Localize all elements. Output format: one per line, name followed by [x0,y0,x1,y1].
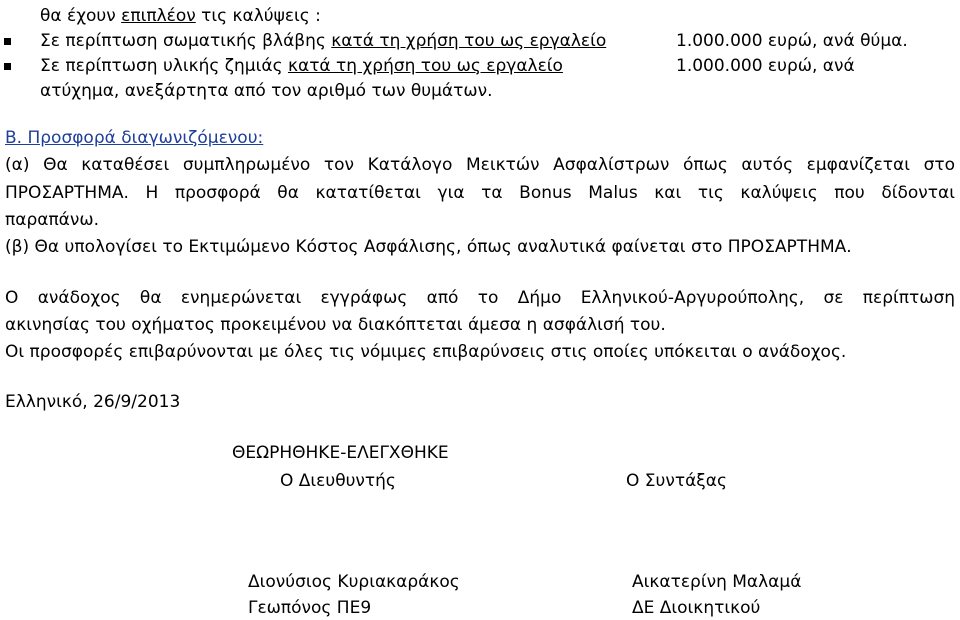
approval-heading: ΘΕΩΡΗΘΗΚΕ-ΕΛΕΓΧΘΗΚΕ [232,443,449,463]
bullet-2-prefix: Σε περίπτωση υλικής ζημιάς [40,56,288,76]
left-signatory-name: Διονύσιος Κυριακαράκος [248,572,460,592]
section-b-a-line1: (α) Θα καταθέσει συμπληρωμένο τον Κατάλογο Μεικτών Ασφαλίστρων όπως αυτός εμφανίζεται στο [5,155,955,175]
intro-prefix: θα έχουν [40,6,122,26]
right-role: Ο Συντάξας [626,471,727,491]
bullet-2-text [40,56,563,76]
para-line1: Ο ανάδοχος θα ενημερώνεται εγγράφως από το Δήμο Ελληνικού-Αργυρούπολης, σε περίπτωση [5,288,955,308]
section-b-heading: Β. Προσφορά διαγωνιζόμενου: [5,128,264,148]
para-line2: ακινησίας του οχήματος προκειμένου να διακόπτεται άμεσα η ασφάλισή του. [5,315,666,335]
bullet-1-amount: 1.000.000 ευρώ, ανά θύμα. [676,31,908,51]
left-signatory-title: Γεωπόνος ΠΕ9 [248,598,372,618]
section-b-a-line3: παραπάνω. [5,210,100,230]
date-line: Ελληνικό, 26/9/2013 [5,392,181,412]
bullet-1-text [40,31,606,51]
bullet-marker [4,63,11,70]
bullet-1-underlined: κατά τη χρήση του ως εργαλείο [331,31,607,51]
section-b-b-line: (β) Θα υπολογίσει το Εκτιμώμενο Κόστος Ασφάλισης, όπως αναλυτικά φαίνεται στο ΠΡΟΣΑΡΤΗΜΑ. [5,237,852,257]
para-line3: Οι προσφορές επιβαρύνονται με όλες τις νόμιμες επιβαρύνσεις στις οποίες υπόκειται ο ανάδοχος. [5,342,847,362]
bullet-marker [4,38,11,45]
right-signatory-title: ΔΕ Διοικητικού [632,598,761,618]
right-signatory-name: Αικατερίνη Μαλαμά [632,572,802,592]
bullet-2-underlined: κατά τη χρήση του ως εργαλείο [287,56,563,76]
bullet-2-amount: 1.000.000 ευρώ, ανά [676,56,855,76]
left-role: Ο Διευθυντής [280,471,396,491]
intro-line [40,6,321,26]
intro-suffix: τις καλύψεις : [195,6,321,26]
section-b-a-line2: ΠΡΟΣΑΡΤΗΜΑ. Η προσφορά θα κατατίθεται για τα Bonus Malus και τις καλύψεις που δίδονται [5,183,955,203]
bullet-1-prefix: Σε περίπτωση σωματικής βλάβης [40,31,332,51]
intro-underlined: επιπλέον [121,6,196,26]
bullet-2-continuation: ατύχημα, ανεξάρτητα από τον αριθμό των θυμάτων. [40,81,493,101]
